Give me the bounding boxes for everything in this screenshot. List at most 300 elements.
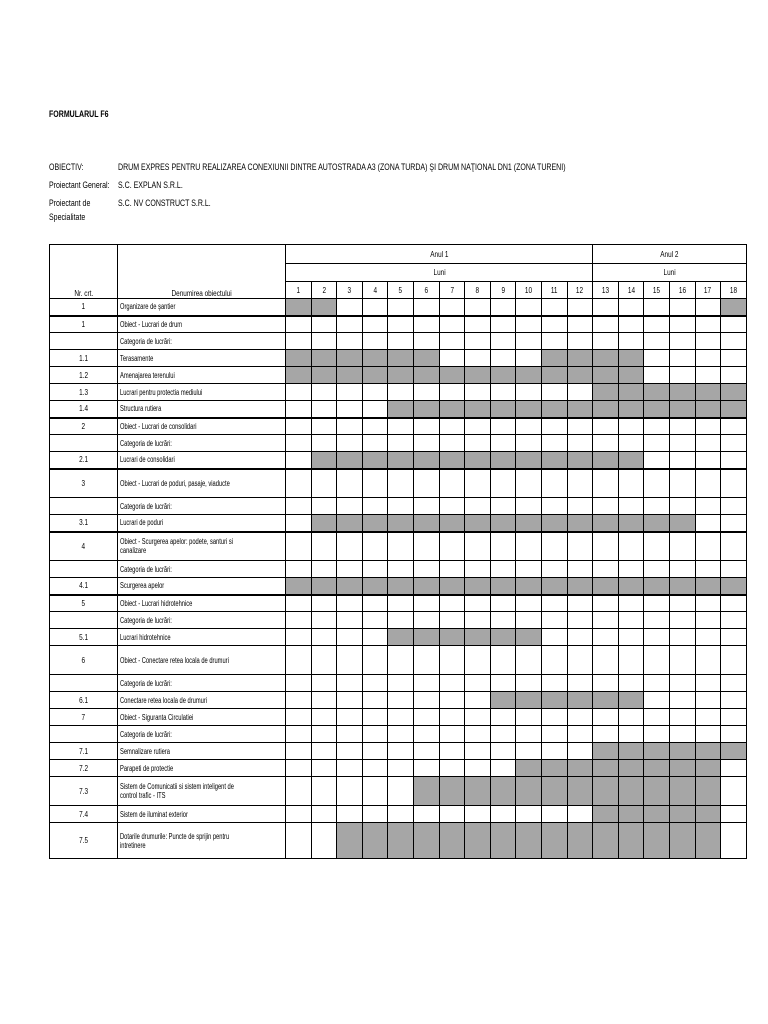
row-description: Lucrari de consolidari bbox=[120, 455, 175, 465]
gantt-cell bbox=[337, 316, 363, 333]
specialty-designer-value: S.C. NV CONSTRUCT S.R.L. bbox=[118, 198, 211, 208]
gantt-cell bbox=[362, 435, 388, 452]
gantt-cell bbox=[567, 333, 593, 350]
gantt-cell bbox=[286, 777, 312, 806]
gantt-cell-filled bbox=[618, 452, 644, 469]
gantt-cell bbox=[618, 333, 644, 350]
row-description: Scurgerea apelor bbox=[120, 581, 165, 591]
nr-header-cell bbox=[50, 245, 118, 299]
row-number-cell bbox=[50, 452, 118, 469]
gantt-cell bbox=[567, 316, 593, 333]
desc-header-cell bbox=[118, 245, 286, 299]
gantt-cell bbox=[388, 561, 414, 578]
gantt-cell bbox=[541, 646, 567, 675]
objective-label: OBIECTIV: bbox=[49, 162, 84, 172]
gantt-cell bbox=[311, 469, 337, 498]
gantt-cell bbox=[516, 726, 542, 743]
gantt-cell bbox=[669, 316, 695, 333]
gantt-cell-filled bbox=[465, 515, 491, 532]
gantt-cell bbox=[413, 743, 439, 760]
gantt-cell-filled bbox=[618, 401, 644, 418]
gantt-cell bbox=[388, 709, 414, 726]
row-number-cell bbox=[50, 350, 118, 367]
gantt-cell bbox=[669, 498, 695, 515]
gantt-cell bbox=[413, 709, 439, 726]
gantt-cell bbox=[593, 418, 619, 435]
gantt-cell bbox=[337, 595, 363, 612]
gantt-cell bbox=[644, 692, 670, 709]
table-row bbox=[50, 401, 747, 418]
gantt-cell bbox=[541, 316, 567, 333]
row-description-cell bbox=[118, 612, 286, 629]
gantt-cell bbox=[362, 709, 388, 726]
gantt-cell-filled bbox=[567, 350, 593, 367]
gantt-cell bbox=[695, 692, 721, 709]
gantt-cell-filled bbox=[618, 515, 644, 532]
table-row bbox=[50, 316, 747, 333]
row-description-cell bbox=[118, 401, 286, 418]
gantt-cell bbox=[311, 435, 337, 452]
row-description-cell bbox=[118, 469, 286, 498]
gantt-cell bbox=[567, 418, 593, 435]
gantt-cell-filled bbox=[439, 452, 465, 469]
gantt-cell-filled bbox=[721, 578, 747, 595]
gantt-cell bbox=[337, 675, 363, 692]
gantt-cell bbox=[439, 760, 465, 777]
gantt-cell bbox=[567, 726, 593, 743]
gantt-cell bbox=[286, 612, 312, 629]
row-number: 4.1 bbox=[79, 581, 88, 591]
gantt-cell bbox=[337, 435, 363, 452]
gantt-cell bbox=[695, 435, 721, 452]
gantt-cell-filled bbox=[593, 806, 619, 823]
gantt-cell bbox=[286, 561, 312, 578]
gantt-cell bbox=[337, 692, 363, 709]
gantt-cell-filled bbox=[541, 777, 567, 806]
gantt-cell-filled bbox=[465, 578, 491, 595]
desc-header: Denumirea obiectului bbox=[171, 289, 232, 298]
row-description-cell bbox=[118, 532, 286, 561]
gantt-cell bbox=[388, 612, 414, 629]
nr-header: Nr. crt. bbox=[74, 289, 93, 298]
gantt-cell bbox=[669, 726, 695, 743]
gantt-cell bbox=[337, 333, 363, 350]
gantt-cell bbox=[311, 777, 337, 806]
gantt-cell-filled bbox=[388, 578, 414, 595]
general-designer-value: S.C. EXPLAN S.R.L. bbox=[118, 180, 183, 190]
month-number-cell bbox=[721, 282, 747, 299]
row-description: Lucrari hidrotehnice bbox=[120, 632, 171, 642]
gantt-cell bbox=[593, 333, 619, 350]
gantt-cell-filled bbox=[567, 367, 593, 384]
gantt-cell-filled bbox=[362, 367, 388, 384]
row-description-cell bbox=[118, 806, 286, 823]
gantt-cell bbox=[695, 726, 721, 743]
gantt-cell-filled bbox=[669, 743, 695, 760]
gantt-cell bbox=[362, 612, 388, 629]
gantt-cell bbox=[695, 299, 721, 316]
row-number-cell bbox=[50, 316, 118, 333]
gantt-cell bbox=[311, 595, 337, 612]
gantt-cell bbox=[644, 726, 670, 743]
gantt-cell-filled bbox=[465, 367, 491, 384]
gantt-cell bbox=[337, 561, 363, 578]
gantt-cell bbox=[362, 498, 388, 515]
gantt-cell-filled bbox=[669, 760, 695, 777]
month-number-cell bbox=[286, 282, 312, 299]
gantt-cell bbox=[567, 469, 593, 498]
gantt-cell-filled bbox=[490, 777, 516, 806]
gantt-cell bbox=[388, 498, 414, 515]
gantt-cell bbox=[439, 498, 465, 515]
gantt-cell bbox=[362, 384, 388, 401]
gantt-cell bbox=[490, 561, 516, 578]
row-number-cell bbox=[50, 401, 118, 418]
row-number-cell bbox=[50, 806, 118, 823]
row-description-cell bbox=[118, 709, 286, 726]
gantt-cell-filled bbox=[669, 401, 695, 418]
row-description: Categoria de lucrări: bbox=[120, 564, 172, 574]
row-number-cell bbox=[50, 469, 118, 498]
specialty-designer-label-line2: Specialitate bbox=[49, 212, 86, 222]
gantt-cell bbox=[541, 561, 567, 578]
gantt-cell-filled bbox=[644, 760, 670, 777]
gantt-cell bbox=[669, 452, 695, 469]
gantt-cell bbox=[337, 709, 363, 726]
gantt-cell-filled bbox=[516, 777, 542, 806]
gantt-cell bbox=[541, 595, 567, 612]
gantt-cell bbox=[593, 646, 619, 675]
table-row bbox=[50, 384, 747, 401]
gantt-cell bbox=[669, 646, 695, 675]
month-number: 18 bbox=[729, 285, 737, 295]
gantt-cell bbox=[541, 726, 567, 743]
gantt-cell bbox=[669, 612, 695, 629]
month-number-cell bbox=[413, 282, 439, 299]
gantt-cell bbox=[593, 595, 619, 612]
gantt-cell bbox=[311, 532, 337, 561]
row-description-cell bbox=[118, 367, 286, 384]
gantt-cell bbox=[439, 692, 465, 709]
months-header-year1: Luni bbox=[433, 268, 446, 277]
row-number-cell bbox=[50, 515, 118, 532]
gantt-cell bbox=[669, 435, 695, 452]
gantt-cell bbox=[567, 435, 593, 452]
gantt-cell bbox=[618, 418, 644, 435]
gantt-cell bbox=[567, 561, 593, 578]
gantt-cell bbox=[593, 435, 619, 452]
year2-header: Anul 2 bbox=[660, 249, 679, 259]
gantt-cell-filled bbox=[593, 823, 619, 859]
gantt-cell bbox=[311, 743, 337, 760]
gantt-cell bbox=[593, 299, 619, 316]
months-header-year2-cell bbox=[593, 264, 747, 282]
gantt-cell bbox=[541, 709, 567, 726]
gantt-cell bbox=[516, 316, 542, 333]
gantt-cell bbox=[388, 435, 414, 452]
gantt-cell-filled bbox=[337, 578, 363, 595]
month-number: 16 bbox=[678, 285, 686, 295]
gantt-cell bbox=[388, 299, 414, 316]
gantt-cell bbox=[567, 498, 593, 515]
row-number: 7 bbox=[81, 712, 86, 722]
gantt-cell bbox=[490, 316, 516, 333]
gantt-cell bbox=[695, 532, 721, 561]
gantt-cell bbox=[362, 760, 388, 777]
row-number-cell bbox=[50, 675, 118, 692]
gantt-cell bbox=[490, 612, 516, 629]
gantt-cell bbox=[593, 316, 619, 333]
gantt-cell-filled bbox=[388, 515, 414, 532]
gantt-cell bbox=[413, 561, 439, 578]
gantt-cell bbox=[669, 709, 695, 726]
gantt-cell-filled bbox=[465, 401, 491, 418]
gantt-cell bbox=[388, 806, 414, 823]
row-description-cell bbox=[118, 515, 286, 532]
gantt-cell-filled bbox=[669, 384, 695, 401]
year2-header-cell bbox=[593, 245, 747, 264]
gantt-cell-filled bbox=[286, 367, 312, 384]
gantt-cell-filled bbox=[286, 350, 312, 367]
gantt-cell bbox=[593, 498, 619, 515]
gantt-cell bbox=[311, 612, 337, 629]
gantt-cell-filled bbox=[516, 760, 542, 777]
row-description: Categoria de lucrări: bbox=[120, 336, 172, 346]
gantt-cell-filled bbox=[541, 692, 567, 709]
row-number-cell bbox=[50, 709, 118, 726]
gantt-cell-filled bbox=[721, 384, 747, 401]
gantt-cell-filled bbox=[413, 515, 439, 532]
gantt-cell bbox=[516, 435, 542, 452]
gantt-cell bbox=[593, 709, 619, 726]
month-number: 11 bbox=[550, 285, 558, 295]
gantt-cell bbox=[490, 350, 516, 367]
row-number-cell bbox=[50, 367, 118, 384]
gantt-cell bbox=[516, 709, 542, 726]
gantt-cell bbox=[388, 675, 414, 692]
gantt-cell bbox=[567, 675, 593, 692]
row-number-cell bbox=[50, 384, 118, 401]
gantt-cell bbox=[439, 316, 465, 333]
gantt-cell bbox=[618, 629, 644, 646]
gantt-cell bbox=[721, 675, 747, 692]
gantt-cell bbox=[695, 612, 721, 629]
gantt-cell bbox=[413, 760, 439, 777]
table-row bbox=[50, 646, 747, 675]
table-row bbox=[50, 743, 747, 760]
gantt-cell bbox=[541, 806, 567, 823]
gantt-cell bbox=[644, 316, 670, 333]
gantt-cell bbox=[669, 532, 695, 561]
row-description: Dotarile drumurile: Puncte de sprijin pentru intretinere bbox=[120, 831, 230, 850]
gantt-cell bbox=[388, 646, 414, 675]
table-row bbox=[50, 333, 747, 350]
gantt-cell bbox=[439, 384, 465, 401]
gantt-cell-filled bbox=[413, 350, 439, 367]
row-description-cell bbox=[118, 823, 286, 859]
gantt-cell-filled bbox=[337, 452, 363, 469]
gantt-cell bbox=[567, 595, 593, 612]
gantt-cell bbox=[721, 532, 747, 561]
gantt-cell bbox=[567, 743, 593, 760]
row-number-cell bbox=[50, 760, 118, 777]
gantt-cell bbox=[337, 418, 363, 435]
row-description: Categoria de lucrări: bbox=[120, 615, 172, 625]
month-number-cell bbox=[567, 282, 593, 299]
gantt-cell bbox=[669, 692, 695, 709]
row-description: Obiect - Scurgerea apelor: podete, santuri si canalizare bbox=[120, 537, 234, 556]
gantt-cell-filled bbox=[490, 629, 516, 646]
month-number: 8 bbox=[475, 285, 480, 295]
row-number: 3.1 bbox=[79, 518, 88, 528]
gantt-cell bbox=[439, 595, 465, 612]
gantt-cell-filled bbox=[413, 578, 439, 595]
gantt-cell bbox=[362, 401, 388, 418]
gantt-cell bbox=[286, 333, 312, 350]
row-description: Parapeti de protectie bbox=[120, 763, 174, 773]
gantt-cell bbox=[286, 435, 312, 452]
gantt-cell-filled bbox=[286, 299, 312, 316]
gantt-cell bbox=[695, 333, 721, 350]
gantt-cell-filled bbox=[337, 367, 363, 384]
gantt-cell bbox=[439, 743, 465, 760]
gantt-cell bbox=[567, 612, 593, 629]
gantt-cell bbox=[516, 595, 542, 612]
gantt-cell bbox=[516, 646, 542, 675]
gantt-cell bbox=[593, 532, 619, 561]
month-number: 4 bbox=[373, 285, 377, 295]
gantt-cell-filled bbox=[311, 515, 337, 532]
row-description-cell bbox=[118, 595, 286, 612]
gantt-cell-filled bbox=[567, 760, 593, 777]
gantt-cell-filled bbox=[644, 743, 670, 760]
gantt-cell bbox=[388, 595, 414, 612]
row-description: Lucrari pentru protectia mediului bbox=[120, 387, 203, 397]
row-description: Obiect - Lucrari de consolidari bbox=[120, 421, 197, 431]
row-description-cell bbox=[118, 743, 286, 760]
gantt-cell-filled bbox=[465, 629, 491, 646]
gantt-cell bbox=[362, 806, 388, 823]
row-description: Semnalizare rutiera bbox=[120, 746, 170, 756]
gantt-cell bbox=[669, 299, 695, 316]
gantt-cell bbox=[721, 515, 747, 532]
gantt-cell bbox=[721, 646, 747, 675]
row-description-cell bbox=[118, 452, 286, 469]
gantt-cell-filled bbox=[516, 367, 542, 384]
specialty-designer-label-line1: Proiectant de bbox=[49, 198, 91, 208]
table-row bbox=[50, 595, 747, 612]
gantt-cell bbox=[337, 401, 363, 418]
gantt-cell-filled bbox=[593, 692, 619, 709]
gantt-cell bbox=[721, 726, 747, 743]
gantt-cell-filled bbox=[490, 452, 516, 469]
gantt-cell bbox=[362, 469, 388, 498]
row-number: 5 bbox=[81, 598, 86, 608]
row-description-cell bbox=[118, 384, 286, 401]
gantt-cell bbox=[516, 350, 542, 367]
gantt-cell bbox=[439, 299, 465, 316]
table-row bbox=[50, 418, 747, 435]
gantt-cell bbox=[644, 435, 670, 452]
gantt-cell bbox=[311, 418, 337, 435]
gantt-cell bbox=[413, 595, 439, 612]
row-number: 2 bbox=[81, 421, 86, 431]
gantt-cell bbox=[695, 418, 721, 435]
row-number-cell bbox=[50, 743, 118, 760]
gantt-cell bbox=[516, 333, 542, 350]
gantt-cell bbox=[695, 561, 721, 578]
gantt-cell bbox=[362, 726, 388, 743]
gantt-cell bbox=[669, 350, 695, 367]
gantt-cell bbox=[337, 498, 363, 515]
gantt-cell bbox=[439, 333, 465, 350]
gantt-cell bbox=[669, 367, 695, 384]
row-number: 5.1 bbox=[79, 632, 88, 642]
gantt-cell-filled bbox=[337, 515, 363, 532]
gantt-cell bbox=[721, 561, 747, 578]
gantt-cell bbox=[388, 692, 414, 709]
gantt-cell bbox=[721, 777, 747, 806]
gantt-cell-filled bbox=[413, 777, 439, 806]
gantt-cell-filled bbox=[593, 452, 619, 469]
gantt-cell bbox=[490, 760, 516, 777]
gantt-cell bbox=[388, 777, 414, 806]
gantt-cell-filled bbox=[541, 401, 567, 418]
row-number-cell bbox=[50, 612, 118, 629]
gantt-cell bbox=[286, 646, 312, 675]
gantt-cell-filled bbox=[465, 823, 491, 859]
gantt-cell bbox=[669, 469, 695, 498]
gantt-cell-filled bbox=[541, 350, 567, 367]
gantt-cell bbox=[695, 646, 721, 675]
gantt-cell-filled bbox=[721, 299, 747, 316]
gantt-cell bbox=[362, 316, 388, 333]
gantt-cell-filled bbox=[490, 823, 516, 859]
gantt-cell bbox=[465, 612, 491, 629]
gantt-cell-filled bbox=[593, 777, 619, 806]
gantt-cell-filled bbox=[644, 806, 670, 823]
row-description: Obiect - Lucrari hidrotehnice bbox=[120, 598, 193, 608]
gantt-cell bbox=[490, 469, 516, 498]
gantt-cell-filled bbox=[516, 401, 542, 418]
table-row bbox=[50, 515, 747, 532]
gantt-cell bbox=[644, 498, 670, 515]
gantt-cell bbox=[465, 760, 491, 777]
gantt-cell bbox=[567, 384, 593, 401]
gantt-cell bbox=[490, 435, 516, 452]
gantt-cell-filled bbox=[567, 401, 593, 418]
gantt-cell-filled bbox=[669, 806, 695, 823]
gantt-cell bbox=[490, 333, 516, 350]
gantt-cell bbox=[644, 452, 670, 469]
month-number-cell bbox=[311, 282, 337, 299]
gantt-cell bbox=[286, 418, 312, 435]
month-number: 9 bbox=[501, 285, 505, 295]
gantt-cell bbox=[695, 709, 721, 726]
gantt-cell bbox=[567, 629, 593, 646]
gantt-cell bbox=[490, 418, 516, 435]
gantt-cell bbox=[490, 709, 516, 726]
month-number-cell bbox=[465, 282, 491, 299]
row-number: 1.2 bbox=[79, 370, 88, 380]
gantt-cell bbox=[721, 435, 747, 452]
months-header-year2: Luni bbox=[663, 268, 676, 277]
gantt-cell-filled bbox=[618, 367, 644, 384]
gantt-cell bbox=[490, 675, 516, 692]
row-description: Obiect - Lucrari de drum bbox=[120, 319, 183, 329]
gantt-cell bbox=[721, 316, 747, 333]
gantt-cell bbox=[695, 629, 721, 646]
